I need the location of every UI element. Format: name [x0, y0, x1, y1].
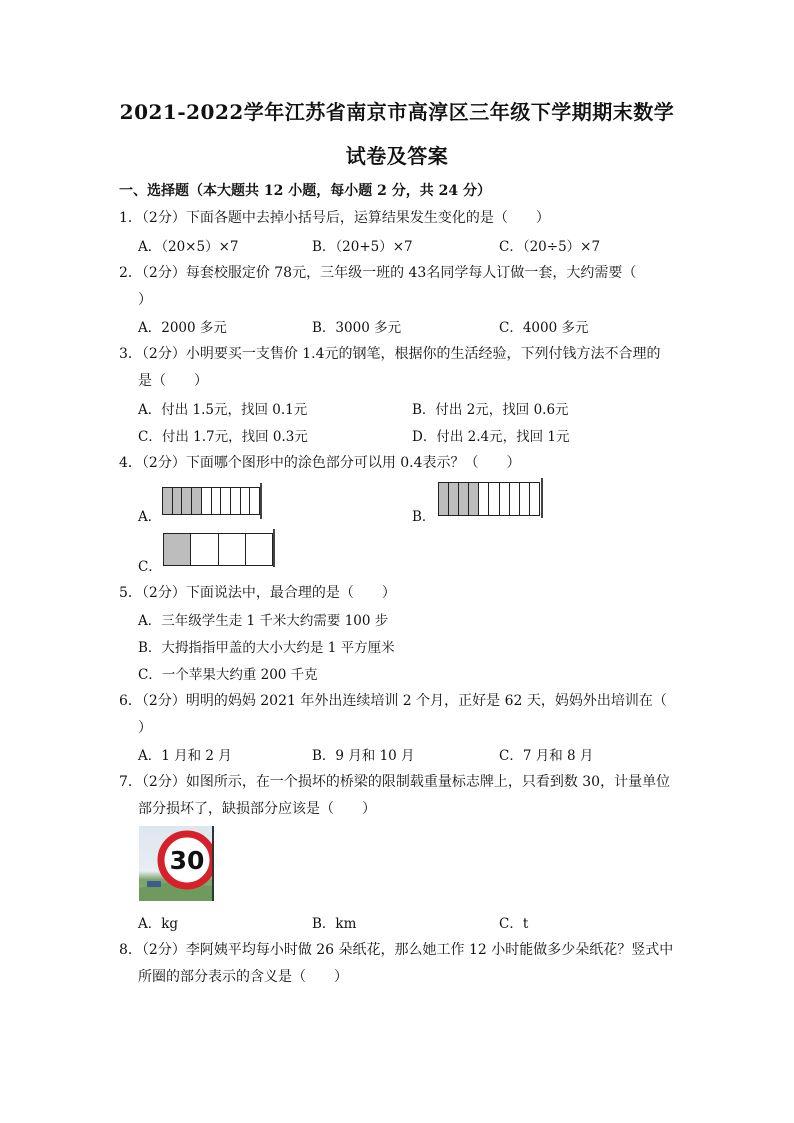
question-4-option-b-label[interactable]: B． [412, 509, 436, 525]
fraction-cell-shaded [173, 488, 183, 514]
sign-number: 30 [169, 846, 205, 875]
fraction-cell-shaded [182, 488, 192, 514]
question-4-option-a-label[interactable]: A． [138, 509, 162, 525]
fraction-cell [219, 534, 246, 565]
question-3-stem-cont: 是（ ） [138, 373, 208, 389]
question-5-stem: 5．（2分）下面说法中，最合理的是（ ） [119, 585, 396, 601]
fraction-cell [221, 488, 231, 514]
question-3-option-b[interactable]: B．付出 2元，找回 0.6元 [412, 402, 569, 418]
question-7-option-b[interactable]: B．km [312, 916, 357, 932]
question-6-option-c[interactable]: C．7 月和 8 月 [499, 748, 594, 764]
fraction-cell-shaded [192, 488, 202, 514]
question-1-stem: 1．（2分）下面各题中去掉小括号后，运算结果发生变化的是（ ） [119, 210, 550, 226]
fraction-cell [489, 483, 499, 515]
question-2-stem-cont: ） [138, 292, 152, 308]
speed-limit-sign-icon [139, 826, 214, 901]
fraction-cell [530, 483, 539, 515]
question-8-stem-cont: 所圈的部分表示的含义是（ ） [138, 969, 348, 985]
fraction-cell-shaded [459, 483, 469, 515]
fraction-cell-shaded [163, 488, 173, 514]
fraction-figure-b [438, 482, 540, 516]
question-3-stem: 3．（2分）小明要买一支售价 1.4元的钢笔，根据你的生活经验，下列付钱方法不合理的 [119, 346, 661, 362]
question-5-option-a[interactable]: A．三年级学生走 1 千米大约需要 100 步 [138, 613, 389, 629]
question-4-option-c-label[interactable]: C． [138, 559, 162, 575]
fraction-cell-shaded [469, 483, 479, 515]
question-6-option-a[interactable]: A．1 月和 2 月 [138, 748, 232, 764]
question-7-option-c[interactable]: C．t [499, 916, 529, 932]
question-1-option-a[interactable]: A．（20×5）×7 [138, 239, 239, 255]
fraction-cell-shaded [164, 534, 191, 565]
page-title-line1: 2021-2022学年江苏省南京市高淳区三年级下学期期末数学 [119, 100, 675, 124]
question-8-stem: 8．（2分）李阿姨平均每小时做 26 朵纸花，那么她工作 12 小时能做多少朵纸花？竖式中 [119, 942, 674, 958]
question-6-option-b[interactable]: B．9 月和 10 月 [312, 748, 415, 764]
fraction-figure-a [162, 487, 260, 515]
question-3-option-a[interactable]: A．付出 1.5元，找回 0.1元 [138, 402, 308, 418]
question-6-stem: 6．（2分）明明的妈妈 2021 年外出连续培训 2 个月，正好是 62 天，妈妈外出培训在（ [119, 693, 667, 709]
fraction-cell [212, 488, 222, 514]
question-5-option-b[interactable]: B．大拇指指甲盖的大小大约是 1 平方厘米 [138, 640, 395, 656]
fraction-figure-c [163, 533, 273, 566]
fraction-cell-shaded [449, 483, 459, 515]
question-2-stem: 2．（2分）每套校服定价 78元，三年级一班的 43名同学每人订做一套，大约需要（ [119, 265, 637, 281]
fraction-cell [520, 483, 530, 515]
fraction-cell [202, 488, 212, 514]
page-title-line2: 试卷及答案 [345, 144, 449, 168]
question-3-option-d[interactable]: D．付出 2.4元，找回 1元 [412, 429, 570, 445]
question-1-option-c[interactable]: C．（20÷5）×7 [499, 239, 601, 255]
question-1-option-b[interactable]: B．（20+5）×7 [312, 239, 413, 255]
question-4-stem: 4．（2分）下面哪个图形中的涂色部分可以用 0.4表示？（ ） [119, 455, 521, 471]
fraction-cell [191, 534, 218, 565]
fraction-cell-shaded [439, 483, 449, 515]
question-5-option-c[interactable]: C．一个苹果大约重 200 千克 [138, 667, 318, 683]
question-3-option-c[interactable]: C．付出 1.7元，找回 0.3元 [138, 429, 308, 445]
question-7-stem-cont: 部分损坏了，缺损部分应该是（ ） [138, 801, 376, 817]
fraction-cell [500, 483, 510, 515]
question-2-option-b[interactable]: B．3000 多元 [312, 320, 402, 336]
fraction-cell [510, 483, 520, 515]
fraction-cell [250, 488, 259, 514]
question-2-option-a[interactable]: A．2000 多元 [138, 320, 227, 336]
question-6-stem-cont: ） [138, 720, 152, 736]
fraction-cell [241, 488, 251, 514]
question-7-option-a[interactable]: A．kg [138, 916, 179, 932]
question-2-option-c[interactable]: C．4000 多元 [499, 320, 589, 336]
section-heading: 一、选择题（本大题共 12 小题，每小题 2 分，共 24 分） [119, 183, 491, 199]
fraction-cell [246, 534, 272, 565]
fraction-cell [231, 488, 241, 514]
fraction-cell [479, 483, 489, 515]
question-7-stem: 7．（2分）如图所示，在一个损坏的桥梁的限制载重量标志牌上，只看到数 30，计量单位 [119, 774, 671, 790]
